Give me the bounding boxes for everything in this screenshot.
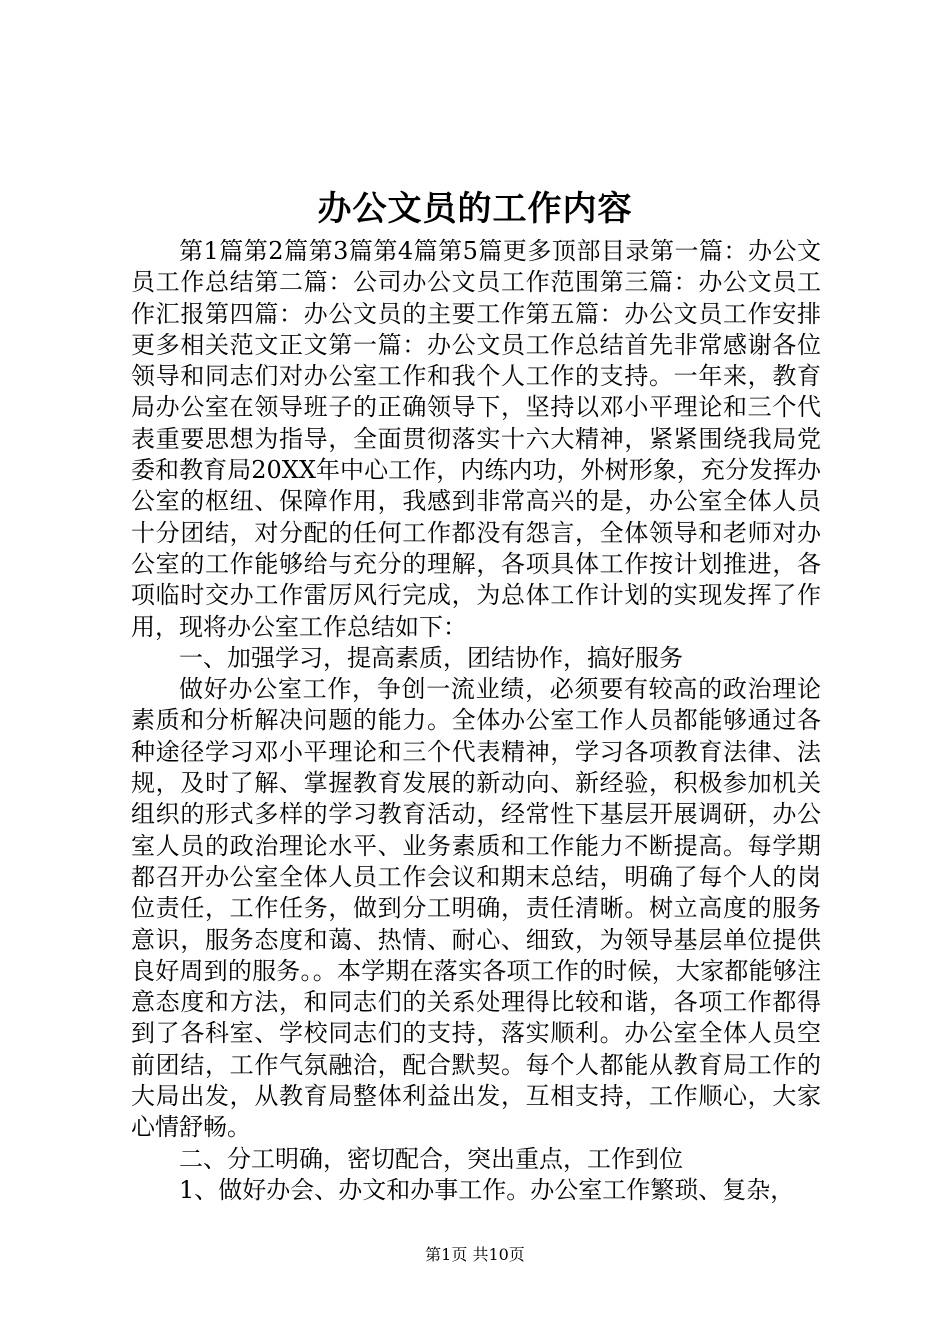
paragraph-section-2-item-1: 1、做好办会、办文和办事工作。办公室工作繁琐、复杂， — [179, 1175, 795, 1204]
section-heading-1: 一、加强学习，提高素质，团结协作，搞好服务 — [179, 643, 683, 672]
page-number-footer: 第1页 共10页 — [425, 1245, 525, 1264]
paragraph-intro: 第1篇第2篇第3篇第4篇第5篇更多顶部目录第一篇：办公文员工作总结第二篇：公司办公文员工作范围第三篇：办公文员工作汇报第四篇：办公文员的主要工作第五篇：办公文员工作安排更多相关范文正文第一篇：办公文员工作总结首先非常感谢各位领导和同志们对办公室工作和我个人工作的支持。一年来，教育局办公室在领导班子的正确领导下，坚持以邓小平理论和三个代表重要思想为指导，全面贯彻落实十六大精神，紧紧围绕我局党委和教育局20XX年中心工作，内练内功，外树形象，充分发挥办公室的枢纽、保障作用，我感到非常高兴的是，办公室全体人员十分团结，对分配的任何工作都没有怨言，全体领导和老师对办公室的工作能够给与充分的理解，各项具体工作按计划推进，各项临时交办工作雷厉风行完成，为总体工作计划的实现发挥了作用，现将办公室工作总结如下： — [131, 237, 821, 641]
document-title: 办公文员的工作内容 — [317, 189, 633, 229]
document-body — [131, 236, 821, 1206]
paragraph-section-1: 做好办公室工作，争创一流业绩，必须要有较高的政治理论素质和分析解决问题的能力。全体办公室工作人员都能够通过各种途径学习邓小平理论和三个代表精神，学习各项教育法律、法规，及时了解、掌握教育发展的新动向、新经验，积极参加机关组织的形式多样的学习教育活动，经常性下基层开展调研，办公室人员的政治理论水平、业务素质和工作能力不断提高。每学期都召开办公室全体人员工作会议和期末总结，明确了每个人的岗位责任，工作任务，做到分工明确，责任清晰。树立高度的服务意识，服务态度和蔼、热情、耐心、细致，为领导基层单位提供良好周到的服务。。本学期在落实各项工作的时候，大家都能够注意态度和方法，和同志们的关系处理得比较和谐，各项工作都得到了各科室、学校同志们的支持，落实顺利。办公室全体人员空前团结，工作气氛融洽，配合默契。每个人都能从教育局工作的大局出发，从教育局整体利益出发，互相支持，工作顺心，大家心情舒畅。 — [131, 675, 821, 1142]
section-heading-2: 二、分工明确，密切配合，突出重点，工作到位 — [179, 1144, 683, 1173]
